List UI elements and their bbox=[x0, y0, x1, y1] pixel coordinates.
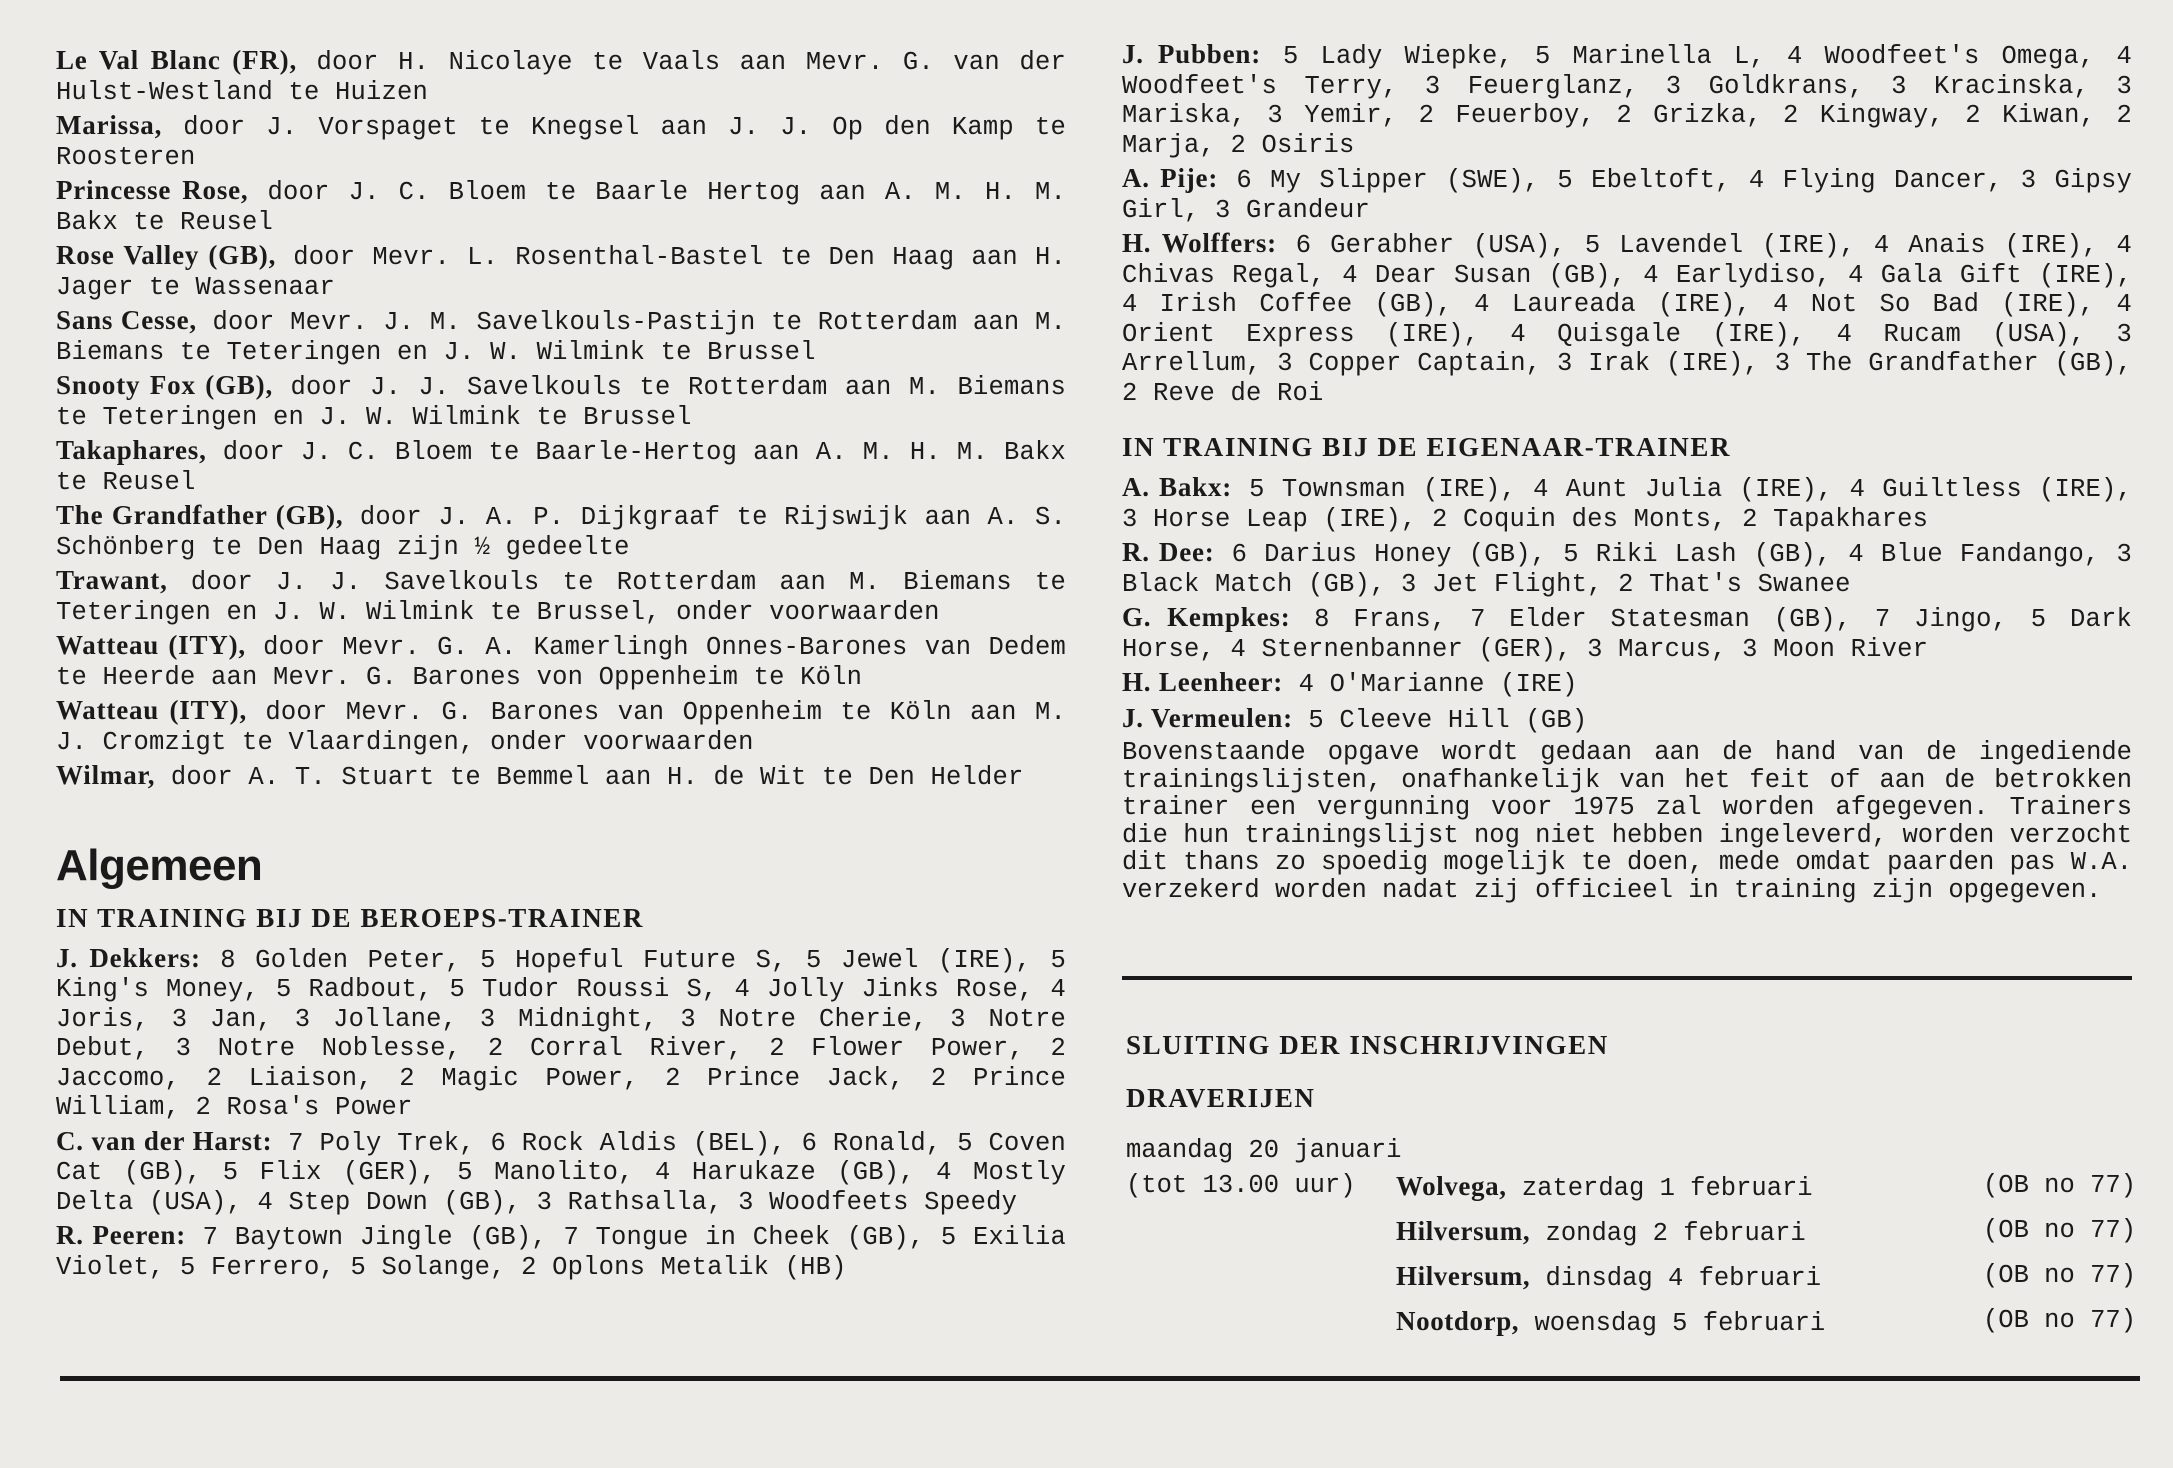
owner-trainer-heading: IN TRAINING BIJ DE EIGENAAR-TRAINER bbox=[1122, 432, 1732, 462]
trainer-entry bbox=[1122, 164, 2132, 225]
transfer-entry bbox=[56, 436, 1066, 497]
transfer-entry-name: Princesse Rose, bbox=[56, 175, 249, 205]
owner-trainer-entry-name: R. Dee: bbox=[1122, 537, 1215, 567]
transfer-entry-name: Marissa, bbox=[56, 110, 163, 140]
trainer-entry bbox=[1122, 229, 2132, 408]
trainer-entry-name: H. Wolffers: bbox=[1122, 228, 1277, 258]
transfer-entry-name: Watteau (ITY), bbox=[56, 695, 248, 725]
transfer-entry-text: door Mevr. L. Rosenthal-Bastel te Den Haag aan H. Jager te Wassenaar bbox=[56, 243, 1067, 302]
race-meeting bbox=[1396, 1306, 1916, 1338]
owner-trainer-entry-name: J. Vermeulen: bbox=[1122, 702, 1293, 733]
transfer-entry bbox=[56, 371, 1066, 432]
race-reference: (OB no 77) bbox=[1982, 1261, 2136, 1290]
owner-trainer-entry-text: 8 Frans, 7 Elder Statesman (GB), 7 Jingo, 5 Dark Horse, 4 Sternenbanner (GER), 3 Marcus, 3 Moon River bbox=[1122, 605, 2132, 664]
trainer-entry-name: R. Peeren: bbox=[56, 1220, 187, 1250]
transfer-entry-text: door J. C. Bloem te Baarle-Hertog aan A. M. H. M. Bakx te Reusel bbox=[56, 438, 1066, 497]
transfer-entry bbox=[56, 761, 1066, 793]
divider-rule bbox=[1122, 976, 2132, 980]
trainer-entry-name: A. Pije: bbox=[1122, 163, 1219, 193]
owner-trainer-entry bbox=[1122, 538, 2132, 599]
transfer-entry-name: The Grandfather (GB), bbox=[56, 500, 344, 530]
transfer-entry bbox=[56, 631, 1066, 692]
transfer-entry bbox=[56, 176, 1066, 237]
trainer-entry-text: 7 Baytown Jingle (GB), 7 Tongue in Cheek (GB), 5 Exilia Violet, 5 Ferrero, 5 Solange, 2 Oplons Metalik (HB) bbox=[56, 1223, 1067, 1282]
trainer-entry bbox=[56, 1221, 1066, 1282]
closing-subtitle: DRAVERIJEN bbox=[1126, 1083, 1316, 1113]
race-reference: (OB no 77) bbox=[1982, 1171, 2136, 1200]
race-time-note bbox=[1126, 1261, 1396, 1293]
race-schedule bbox=[1126, 1171, 2136, 1338]
owner-trainer-entry bbox=[1122, 473, 2132, 534]
race-place: Nootdorp, bbox=[1396, 1306, 1520, 1336]
race-date: woensdag 5 februari bbox=[1519, 1309, 1826, 1338]
transfer-entry-name: Watteau (ITY), bbox=[56, 630, 246, 660]
transfer-entry bbox=[56, 306, 1066, 367]
transfer-entry-name: Sans Cesse, bbox=[56, 305, 197, 335]
race-time-note bbox=[1126, 1306, 1396, 1338]
race-meeting bbox=[1396, 1261, 1916, 1293]
race-reference: (OB no 77) bbox=[1982, 1306, 2136, 1335]
transfer-entry bbox=[56, 696, 1066, 757]
trainer-entry-text: 7 Poly Trek, 6 Rock Aldis (BEL), 6 Ronald, 5 Coven Cat (GB), 5 Flix (GER), 5 Manolito, 4 Harukaze (GB), 4 Mostly Delta (USA), 4 Step Down (GB), 3 Rathsalla, 3 Woodfeets Speedy bbox=[56, 1128, 1066, 1217]
transfer-entry-text: door H. Nicolaye te Vaals aan Mevr. G. van der Hulst-Westland te Huizen bbox=[56, 48, 1066, 107]
transfer-entry-name: Rose Valley (GB), bbox=[56, 240, 277, 270]
owner-trainer-entry bbox=[1122, 603, 2132, 664]
trainer-entry-text: 8 Golden Peter, 5 Hopeful Future S, 5 Jewel (IRE), 5 King's Money, 5 Radbout, 5 Tudor Roussi S, 4 Jolly Jinks Rose, 4 Joris, 3 Jan, 3 Jollane, 3 Midnight, 3 Notre Cherie, 3 Notre Debut, 3 Notre Noblesse, 2 Corral River, 2 Flower Power, 2 Jaccomo, 2 Liaison, 2 Magic Power, 2 Prince Jack, 2 Prince William, 2 Rosa's Power bbox=[56, 945, 1066, 1122]
transfer-entry-text: door Mevr. J. M. Savelkouls-Pastijn te Rotterdam aan M. Biemans te Teteringen en J. W. Wilmink te Brussel bbox=[56, 308, 1067, 367]
trainer-entry-text: 6 My Slipper (SWE), 5 Ebeltoft, 4 Flying Dancer, 3 Gipsy Girl, 3 Grandeur bbox=[1122, 166, 2132, 225]
race-place: Wolvega, bbox=[1396, 1171, 1507, 1201]
trainer-entry bbox=[56, 944, 1066, 1123]
trainer-entry bbox=[56, 1127, 1066, 1218]
transfer-entry bbox=[56, 241, 1066, 302]
transfer-entry bbox=[56, 46, 1066, 107]
bottom-rule bbox=[60, 1376, 2140, 1381]
transfer-entry bbox=[56, 111, 1066, 172]
professional-trainer-list-continued bbox=[1122, 40, 2132, 408]
explanatory-note: Bovenstaande opgave wordt gedaan aan de hand van de ingediende trainingslijsten, onafhankelijk van het feit of aan de betrokken trainer een vergunning voor 1975 zal worden afgegeven. Trainers die hun trainingslijst nog niet hebben ingeleverd, worden verzocht dit thans zo spoedig mogelijk te doen, mede omdat paarden pas W.A. verzekerd worden nadat zij officieel in training zijn opgegeven. bbox=[1122, 738, 2132, 905]
race-reference: (OB no 77) bbox=[1982, 1216, 2136, 1245]
race-meeting bbox=[1396, 1171, 1916, 1203]
race-place: Hilversum, bbox=[1396, 1216, 1531, 1246]
owner-trainer-entry-text: 5 Townsman (IRE), 4 Aunt Julia (IRE), 4 Guiltless (IRE), 3 Horse Leap (IRE), 2 Coquin des Monts, 2 Tapakhares bbox=[1122, 475, 2132, 534]
transfer-entry-text: door J. C. Bloem te Baarle Hertog aan A. M. H. M. Bakx te Reusel bbox=[56, 178, 1066, 237]
owner-trainer-entry-text: 4 O'Marianne (IRE) bbox=[1283, 670, 1578, 699]
owner-trainer-entry-name: G. Kempkes: bbox=[1122, 602, 1291, 632]
transfer-entry-text: door Mevr. G. Barones van Oppenheim te Köln aan M. J. Cromzigt te Vlaardingen, onder voorwaarden bbox=[56, 698, 1066, 757]
transfer-entry-text: door J. Vorspaget te Knegsel aan J. J. Op den Kamp te Roosteren bbox=[56, 113, 1066, 172]
professional-trainer-heading: IN TRAINING BIJ DE BEROEPS-TRAINER bbox=[56, 902, 645, 933]
trainer-entry-text: 6 Gerabher (USA), 5 Lavendel (IRE), 4 Anais (IRE), 4 Chivas Regal, 4 Dear Susan (GB), 4 Earlydiso, 4 Gala Gift (IRE), 4 Irish Coffee (GB), 4 Laureada (IRE), 4 Not So Bad (IRE), 4 Orient Express (IRE), 4 Quisgale (IRE), 4 Rucam (USA), 3 Arrellum, 3 Copper Captain, 3 Irak (IRE), 3 The Grandfather (GB), 2 Reve de Roi bbox=[1122, 231, 2132, 408]
transfer-entry-text: door A. T. Stuart te Bemmel aan H. de Wit te Den Helder bbox=[155, 763, 1024, 792]
race-date: zondag 2 februari bbox=[1530, 1219, 1806, 1248]
race-date: zaterdag 1 februari bbox=[1506, 1174, 1813, 1203]
right-column bbox=[1122, 40, 2132, 904]
section-title: Algemeen bbox=[56, 840, 263, 890]
ownership-transfers bbox=[56, 46, 1066, 793]
trainer-entry-name: J. Dekkers: bbox=[56, 942, 201, 973]
owner-trainer-entry-name: A. Bakx: bbox=[1122, 472, 1233, 502]
trainer-entry-text: 5 Lady Wiepke, 5 Marinella L, 4 Woodfeet's Omega, 4 Woodfeet's Terry, 3 Feuerglanz, 3 Goldkrans, 3 Kracinska, 3 Mariska, 3 Yemir, 2 Feuerboy, 2 Grizka, 2 Kingway, 2 Kiwan, 2 Marja, 2 Osiris bbox=[1122, 42, 2132, 160]
transfer-entry bbox=[56, 566, 1066, 627]
transfer-entry-name: Le Val Blanc (FR), bbox=[56, 45, 298, 75]
transfer-entry-name: Trawant, bbox=[56, 565, 168, 595]
entries-closing-section bbox=[1126, 1030, 2136, 1338]
transfer-entry-name: Wilmar, bbox=[56, 760, 156, 790]
owner-trainer-list bbox=[1122, 473, 2132, 735]
closing-title: SLUITING DER INSCHRIJVINGEN bbox=[1126, 1030, 1609, 1060]
race-time-note: (tot 13.00 uur) bbox=[1126, 1171, 1356, 1200]
transfer-entry-name: Takaphares, bbox=[56, 435, 207, 465]
race-place: Hilversum, bbox=[1396, 1261, 1531, 1291]
owner-trainer-entry bbox=[1122, 704, 2132, 736]
professional-trainer-list bbox=[56, 944, 1066, 1283]
owner-trainer-entry bbox=[1122, 668, 2132, 700]
transfer-entry-text: door Mevr. G. A. Kamerlingh Onnes-Barones van Dedem te Heerde aan Mevr. G. Barones von Oppenheim te Köln bbox=[56, 633, 1066, 692]
transfer-entry-name: Snooty Fox (GB), bbox=[56, 370, 274, 400]
transfer-entry-text: door J. A. P. Dijkgraaf te Rijswijk aan A. S. Schönberg te Den Haag zijn ½ gedeelte bbox=[56, 503, 1066, 562]
race-date: dinsdag 4 februari bbox=[1530, 1264, 1821, 1293]
race-meeting bbox=[1396, 1216, 1916, 1248]
transfer-entry-text: door J. J. Savelkouls te Rotterdam aan M. Biemans te Teteringen en J. W. Wilmink te Brussel bbox=[56, 373, 1067, 432]
owner-trainer-entry-name: H. Leenheer: bbox=[1122, 667, 1284, 697]
owner-trainer-entry-text: 5 Cleeve Hill (GB) bbox=[1292, 705, 1588, 735]
owner-trainer-entry-text: 6 Darius Honey (GB), 5 Riki Lash (GB), 4 Blue Fandango, 3 Black Match (GB), 3 Jet Flight, 2 That's Swanee bbox=[1122, 540, 2132, 599]
transfer-entry-text: door J. J. Savelkouls te Rotterdam aan M. Biemans te Teteringen en J. W. Wilmink te Brussel, onder voorwaarden bbox=[56, 568, 1066, 627]
race-time-note bbox=[1126, 1216, 1396, 1248]
transfer-entry bbox=[56, 501, 1066, 562]
closing-date: maandag 20 januari bbox=[1126, 1136, 1402, 1165]
left-column bbox=[56, 46, 1066, 1286]
trainer-entry bbox=[1122, 40, 2132, 160]
trainer-entry-name: J. Pubben: bbox=[1122, 39, 1262, 69]
trainer-entry-name: C. van der Harst: bbox=[56, 1125, 273, 1156]
